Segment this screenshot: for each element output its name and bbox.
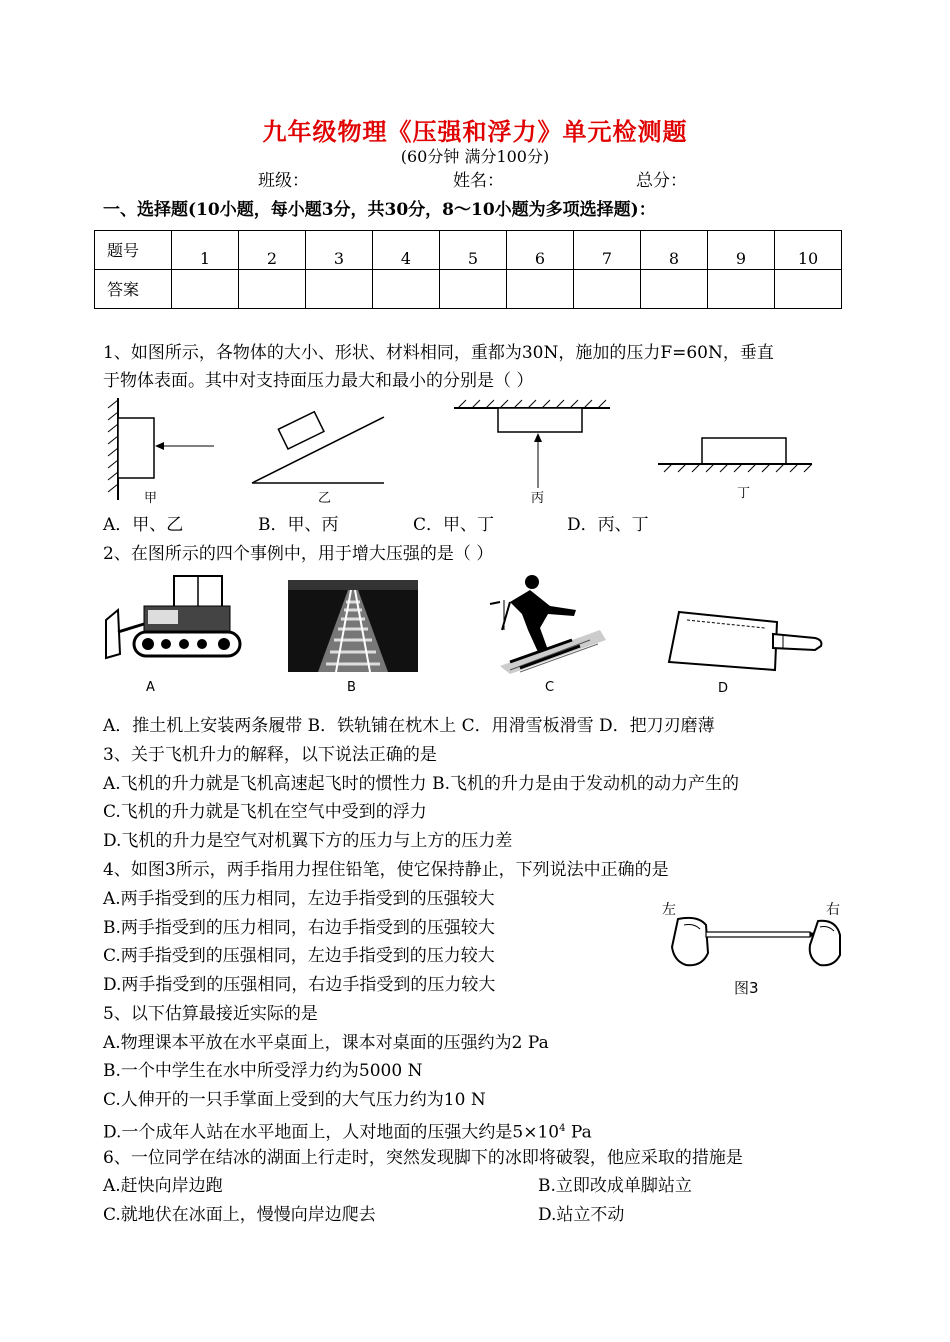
q5-option-d-text: D.一个成年人站在水平地面上，人对地面的压强大约是5×10 xyxy=(103,1122,560,1143)
q5-option-d xyxy=(103,1118,592,1144)
q5-option-d-unit: Pa xyxy=(565,1122,592,1143)
question-number: 9 xyxy=(708,231,775,270)
answer-cell[interactable] xyxy=(239,270,306,309)
table-row xyxy=(95,231,842,270)
q3-option-d: D.飞机的升力是空气对机翼下方的压力与上方的压力差 xyxy=(103,831,513,851)
q1-stem-line1: 1、如图所示，各物体的大小、形状、材料相同，重都为30N，施加的压力F=60N，垂直 xyxy=(103,343,774,363)
q2-figure-bulldozer xyxy=(104,570,246,670)
q4-option-c: C.两手指受到的压强相同，左边手指受到的压力较大 xyxy=(103,946,495,966)
q1-fig-label: 丁 xyxy=(737,486,751,501)
q6-option-c: C.就地伏在冰面上，慢慢向岸边爬去 xyxy=(103,1205,376,1225)
q2-fig-label: D xyxy=(718,681,729,696)
answer-cell[interactable] xyxy=(574,270,641,309)
q2-fig-label: A xyxy=(146,680,155,695)
q2-fig-label: B xyxy=(347,680,356,695)
q1-stem-line2: 于物体表面。其中对支持面压力最大和最小的分别是（ ） xyxy=(103,371,534,391)
name-label: 姓名： xyxy=(453,171,504,191)
answer-table xyxy=(94,230,842,309)
q2-fig-label: C xyxy=(545,680,555,695)
q1-figure-ding xyxy=(656,436,816,478)
class-label: 班级： xyxy=(258,171,309,191)
answer-cell[interactable] xyxy=(306,270,373,309)
q1-fig-label: 乙 xyxy=(318,491,332,506)
q4-option-d: D.两手指受到的压强相同，右边手指受到的压力较大 xyxy=(103,975,496,995)
question-number: 10 xyxy=(775,231,842,270)
q1-figure-jia xyxy=(104,398,219,503)
answer-cell[interactable] xyxy=(373,270,440,309)
question-number: 7 xyxy=(574,231,641,270)
answer-cell[interactable] xyxy=(641,270,708,309)
q5-stem: 5、以下估算最接近实际的是 xyxy=(103,1004,318,1024)
q6-stem: 6、一位同学在结冰的湖面上行走时，突然发现脚下的冰即将破裂，他应采取的措施是 xyxy=(103,1148,743,1168)
q2-options: A．推土机上安装两条履带 B．铁轨铺在枕木上 C．用滑雪板滑雪 D．把刀刃磨薄 xyxy=(103,716,715,736)
page-title: 九年级物理《压强和浮力》单元检测题 xyxy=(262,117,688,146)
q1-fig-label: 甲 xyxy=(144,491,158,506)
fig3-caption: 图3 xyxy=(734,979,759,997)
q2-figure-cleaver xyxy=(665,608,827,674)
q1-option-a: A．甲、乙 xyxy=(103,515,184,535)
exam-subtitle: (60分钟 满分100分) xyxy=(400,147,550,166)
score-label: 总分： xyxy=(636,171,687,191)
answer-cell[interactable] xyxy=(440,270,507,309)
answer-cell[interactable] xyxy=(507,270,574,309)
q6-option-a: A.赶快向岸边跑 xyxy=(103,1176,223,1196)
q1-option-b: B．甲、丙 xyxy=(258,515,339,535)
q4-option-a: A.两手指受到的压力相同，左边手指受到的压强较大 xyxy=(103,889,495,909)
question-number: 5 xyxy=(440,231,507,270)
question-number: 8 xyxy=(641,231,708,270)
fig3-right-label: 右 xyxy=(826,902,840,918)
q4-stem: 4、如图3所示，两手指用力捏住铅笔，使它保持静止，下列说法中正确的是 xyxy=(103,860,669,880)
table-head-answer: 答案 xyxy=(95,270,172,309)
q5-option-b: B.一个中学生在水中所受浮力约为5000 N xyxy=(103,1061,423,1081)
q1-option-d: D．丙、丁 xyxy=(567,515,649,535)
q2-figure-railway xyxy=(288,580,418,672)
answer-cell[interactable] xyxy=(172,270,239,309)
q2-stem: 2、在图所示的四个事例中，用于增大压强的是（ ） xyxy=(103,544,494,564)
q3-stem: 3、关于飞机升力的解释，以下说法正确的是 xyxy=(103,745,437,765)
question-number: 3 xyxy=(306,231,373,270)
q3-option-c: C.飞机的升力就是飞机在空气中受到的浮力 xyxy=(103,802,427,822)
q4-option-b: B.两手指受到的压力相同，右边手指受到的压强较大 xyxy=(103,918,495,938)
q3-option-a-b: A.飞机的升力就是飞机高速起飞时的惯性力 B.飞机的升力是由于发动机的动力产生的 xyxy=(103,774,739,794)
question-number: 1 xyxy=(172,231,239,270)
question-number: 6 xyxy=(507,231,574,270)
q6-option-d: D.站立不动 xyxy=(538,1205,625,1225)
q5-option-c: C.人伸开的一只手掌面上受到的大气压力约为10 N xyxy=(103,1090,486,1110)
section-heading: 一、选择题(10小题，每小题3分，共30分，8～10小题为多项选择题)： xyxy=(103,200,656,220)
table-head-number: 题号 xyxy=(95,231,172,270)
q1-fig-label: 丙 xyxy=(531,491,545,506)
question-number: 2 xyxy=(239,231,306,270)
q6-option-b: B.立即改成单脚站立 xyxy=(538,1176,692,1196)
q5-option-d-exponent: 4 xyxy=(559,1123,566,1134)
fig3-left-label: 左 xyxy=(662,902,676,918)
q5-option-a: A.物理课本平放在水平桌面上，课本对桌面的压强约为2 Pa xyxy=(103,1033,549,1053)
q1-figure-bing xyxy=(452,398,614,493)
fig3-pencil-figure xyxy=(668,915,844,969)
answer-cell[interactable] xyxy=(708,270,775,309)
q2-figure-skier xyxy=(480,570,608,675)
table-row xyxy=(95,270,842,309)
answer-cell[interactable] xyxy=(775,270,842,309)
q1-figure-yi xyxy=(248,405,388,490)
q1-option-c: C．甲、丁 xyxy=(413,515,495,535)
question-number: 4 xyxy=(373,231,440,270)
